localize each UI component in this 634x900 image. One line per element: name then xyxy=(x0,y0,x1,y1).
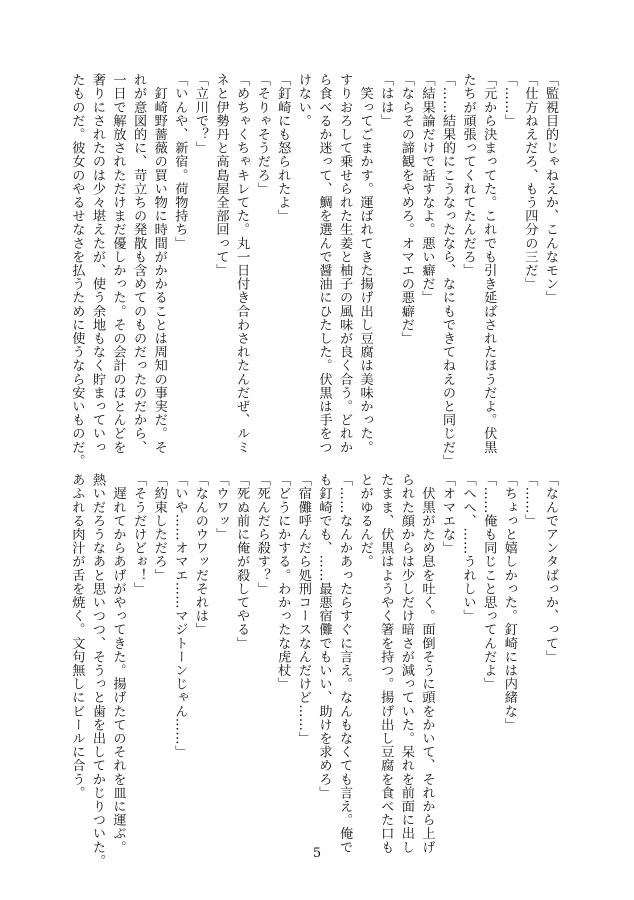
upper-text-line: 「立川で？」 xyxy=(192,73,208,155)
upper-text-line: 笑ってごまかす。運ばれてきた揚げ出し豆腐は美味かった。 xyxy=(357,73,373,454)
upper-text-line: 一日で解放されただけまだ優しかった。その会計のほとんどを xyxy=(110,73,126,454)
upper-text-line: 釘崎野薔薇の買い物に時間がかかることは周知の事実だ。そ xyxy=(151,73,167,454)
lower-text-line: 熱いだろうなあと思いつつ、そうっと歯を出してかじりついた。 xyxy=(89,473,105,868)
upper-text-line: 奢りにされたのは少々堪えたが、使う余地もなく貯まっていっ xyxy=(89,73,105,454)
upper-text-line: 「結果論だけで話すなよ。悪い癖だ」 xyxy=(419,73,435,305)
lower-text-line: 「そうだけどぉ！」 xyxy=(131,473,147,596)
upper-text-line: 「はは」 xyxy=(378,73,394,128)
upper-text-line: 「釘崎にも怒られたよ」 xyxy=(275,73,291,223)
lower-text-line: 「なんのウワッだそれは」 xyxy=(192,473,208,637)
lower-text-line: 「ちょっと嬉しかった。釘崎には内緒な」 xyxy=(501,473,517,732)
lower-text-line: られた顔からは少しだけ暗さが減っていた。呆れを前面に出し xyxy=(398,473,414,854)
upper-text-line: 「……」 xyxy=(501,73,517,128)
upper-text-line: すりおろして乗せられた生姜と柚子の風味が良く合う。どれか xyxy=(337,73,353,454)
lower-text-line: 「どうにかする。わかったな虎杖」 xyxy=(275,473,291,691)
upper-text-line: 「仕方ねえだろ、もう四分の三だ」 xyxy=(522,73,538,291)
upper-text-line: ネと伊勢丹と高島屋全部回って」 xyxy=(213,73,229,277)
lower-text-line: 遅れてからあげがやってきた。揚げたてのそれを皿に運ぶ。 xyxy=(110,473,126,854)
upper-text-line: 「そりゃそうだろ」 xyxy=(254,73,270,196)
lower-text-line: 「約束しただろ」 xyxy=(151,473,167,582)
upper-text-line: 「……結果的にこうなったなら、なにもできてねえのと同じだ」 xyxy=(440,73,456,468)
lower-text-line: 「ウワッ」 xyxy=(213,473,229,541)
upper-text-line: たちが頑張ってくれてたんだろ」 xyxy=(460,73,476,277)
lower-text-line: たまま、伏黒はようやく箸を持つ。揚げ出し豆腐を食べた口も xyxy=(378,473,394,854)
lower-text-line: 「死んだら殺す？」 xyxy=(254,473,270,596)
upper-text-line: 「元から決まってた。これでも引き延ばされたほうだよ。伏黒 xyxy=(481,73,497,454)
lower-text-line: 「オマエな」 xyxy=(440,473,456,555)
text-block-lower xyxy=(66,473,560,868)
upper-text-line: 「めちゃくちゃキレてた。丸一日付き合わされたんだぜ、ルミ xyxy=(234,73,250,454)
lower-text-line: 「……」 xyxy=(522,473,538,528)
lower-text-line: 伏黒がため息を吐く。面倒そうに頭をかいて、それから上げ xyxy=(419,473,435,854)
upper-text-line: れが意図的に、苛立ちの発散も含めてのものだったのだから、 xyxy=(131,73,147,454)
lower-text-line: 「へへ、……うれしい」 xyxy=(460,473,476,623)
lower-text-line: 「……俺も同じこと思ってんだよ」 xyxy=(481,473,497,691)
upper-text-line: けない。 xyxy=(295,73,311,128)
lower-text-line: 「……なんかあったらすぐに言え。なんもなくても言え。俺で xyxy=(337,473,353,854)
lower-text-line: 「宿儺呼んだら処刑コースなんだけど……」 xyxy=(295,473,311,745)
lower-text-line: 「死ぬ前に俺が殺してやる」 xyxy=(234,473,250,650)
lower-text-line: も釘崎でも、……最悪宿儺でもいい、助けを求めろ」 xyxy=(316,473,332,800)
lower-text-line: とがゆるんだ。 xyxy=(357,473,373,569)
upper-text-line: 「ならその諦観をやめろ。オマエの悪癖だ」 xyxy=(398,73,414,345)
lower-text-line: 「なんでアンタばっか、って」 xyxy=(543,473,558,664)
upper-text-line: たものだ。彼女のやるせなさを払うために使うなら安いものだ。 xyxy=(69,73,85,468)
lower-text-line: あふれる肉汁が舌を焼く。文句無しにビールに合う。 xyxy=(69,473,85,800)
upper-text-line: 「監視目的じゃねえか、こんなモン」 xyxy=(543,73,558,305)
upper-text-line: ら食べるか迷って、鯛を選んで醤油にひたした。伏黒は手をつ xyxy=(316,73,332,454)
lower-text-line: 「いや……オマエ……マジトーンじゃん……」 xyxy=(172,473,188,759)
text-block-upper xyxy=(66,73,560,468)
upper-text-line: 「いんや、新宿。荷物持ち」 xyxy=(172,73,188,250)
page-number: 5 xyxy=(312,846,322,861)
